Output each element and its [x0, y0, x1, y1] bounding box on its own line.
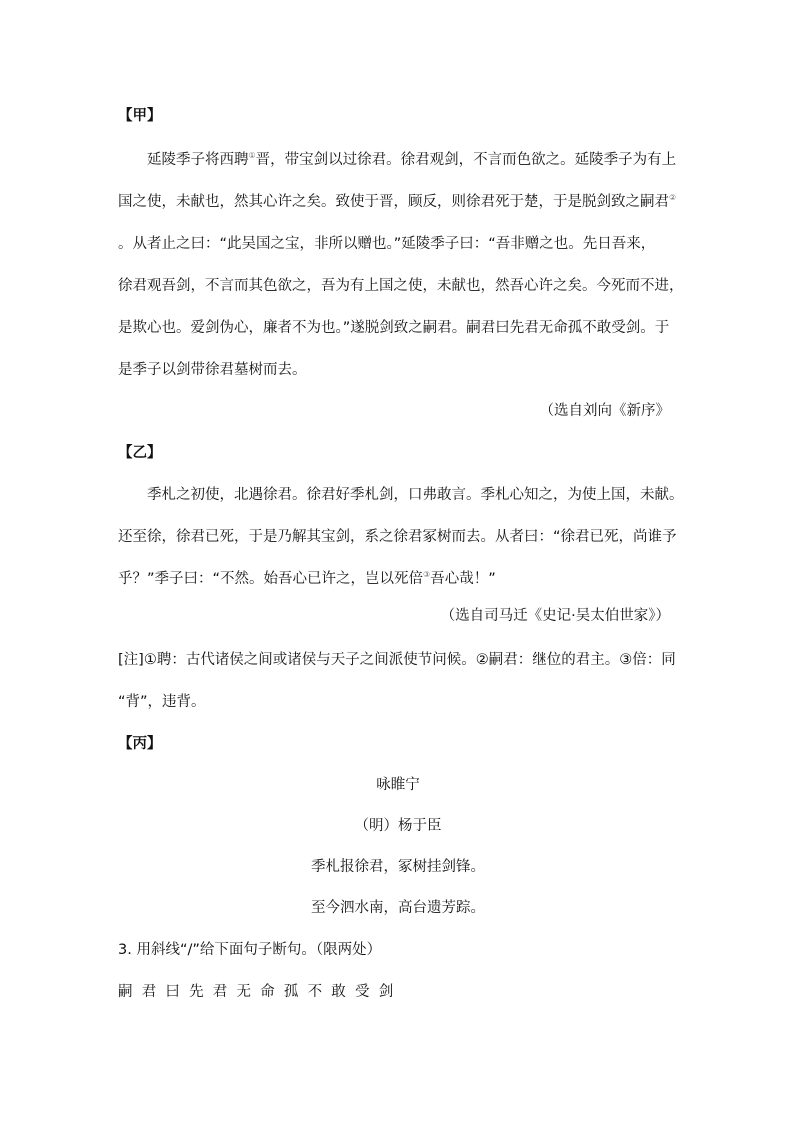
poem-verse-2: 至今泗水南，高台遗芳踪。: [311, 900, 485, 916]
jia-paragraph-line-1: [147, 150, 707, 170]
yi-paragraph-line-3: [118, 569, 678, 589]
poem-title: 咏睢宁: [376, 777, 420, 793]
yi-text-3b: 吾心哉！”: [430, 571, 496, 587]
section-heading-yi: 【乙】: [118, 445, 162, 461]
yi-paragraph-line-2: 还至徐，徐君已死，于是乃解其宝剑，系之徐君冢树而去。从者曰：“徐君已死，尚谁予: [118, 529, 677, 545]
notes-line-2: “背”，违背。: [118, 694, 206, 710]
question-sentence: 嗣君曰先君无命孤不敢受剑: [118, 984, 403, 1000]
poem-author: （明）杨于臣: [354, 818, 442, 834]
jia-paragraph-line-6: 是季子以剑带徐君墓树而去。: [118, 362, 307, 378]
jia-paragraph-line-2: [118, 192, 678, 212]
poem-verse-1: 季札报徐君，冢树挂剑锋。: [311, 859, 485, 875]
jia-paragraph-line-5: 是欺心也。爱剑伪心，廉者不为也。”遂脱剑致之嗣君。嗣君曰先君无命孤不敢受剑。于: [118, 320, 670, 336]
jia-paragraph-line-3: 。从者止之曰：“此吴国之宝，非所以赠也。”延陵季子曰：“吾非赠之也。先日吾来，: [118, 236, 656, 252]
section-heading-jia: 【甲】: [118, 108, 162, 124]
footnote-marker-2: ②: [669, 193, 677, 202]
footnote-marker-3: ③: [423, 570, 431, 579]
jia-paragraph-line-4: 徐君观吾剑，不言而其色欲之，吾为有上国之使，未献也，然吾心许之矣。今死而不进，: [118, 278, 684, 294]
notes-line-1: [注]①聘：古代诸侯之间或诸侯与天子之间派使节问候。②嗣君：继位的君主。③倍：同: [118, 652, 676, 668]
yi-source-citation: （选自司马迁《史记·吴太伯世家》）: [440, 608, 670, 624]
question-prompt: 3. 用斜线“/”给下面句子断句。（限两处）: [118, 942, 382, 958]
footnote-marker-1: ①: [248, 151, 256, 160]
jia-text-2a: 国之使，未献也，然其心许之矣。致使于晋，顾反，则徐君死于楚，于是脱剑致之嗣君: [118, 194, 669, 210]
jia-text-1b: 晋，带宝剑以过徐君。徐君观剑，不言而色欲之。延陵季子为有上: [255, 152, 677, 168]
jia-text-1a: 延陵季子将西聘: [147, 152, 249, 168]
jia-source-citation: （选自刘向《新序》: [539, 403, 670, 419]
section-heading-bing: 【丙】: [118, 736, 162, 752]
yi-text-3a: 乎？”季子曰：“不然。始吾心已许之，岂以死倍: [118, 571, 424, 587]
yi-paragraph-line-1: 季札之初使，北遇徐君。徐君好季札剑，口弗敢言。季札心知之，为使上国，未献。: [147, 487, 684, 503]
